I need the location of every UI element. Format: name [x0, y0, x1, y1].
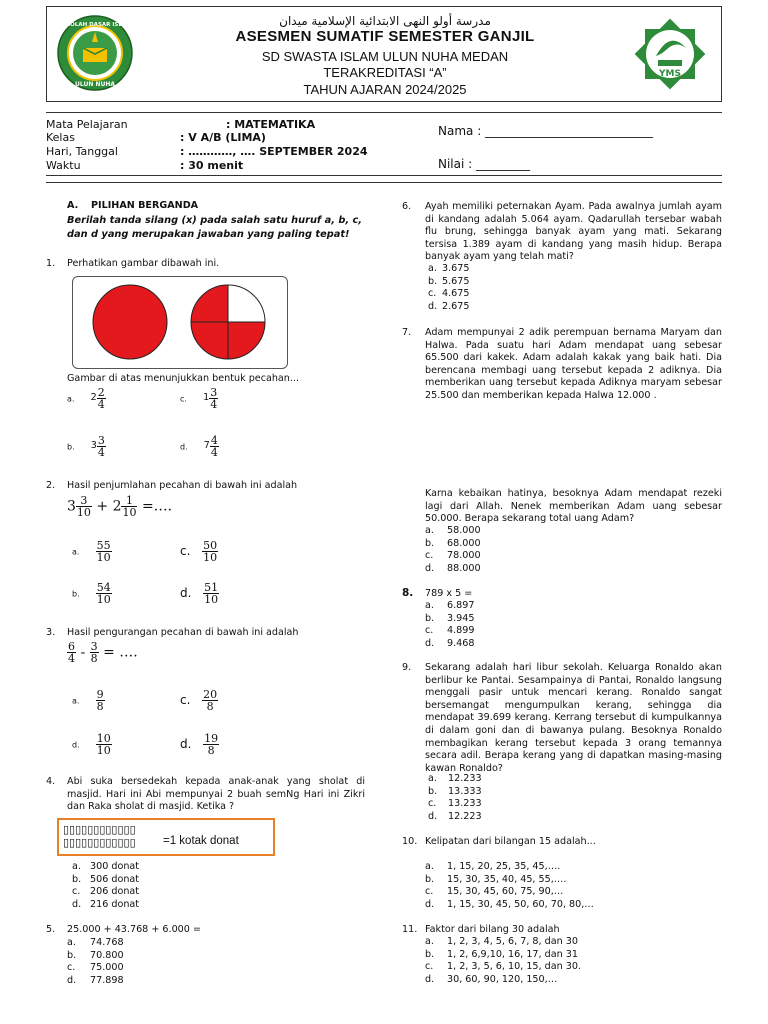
- numerator: 3: [97, 434, 105, 447]
- option-text: 1, 2, 3, 4, 5, 6, 7, 8, dan 30: [447, 936, 578, 947]
- option-label: b.: [428, 275, 438, 287]
- q11-text: Faktor dari bilang 30 adalah: [425, 924, 560, 935]
- option-label: d.: [72, 740, 80, 750]
- q9-option-c[interactable]: [428, 798, 482, 811]
- option-label: b.: [425, 537, 435, 549]
- option-label: d.: [425, 562, 435, 574]
- option-label: c.: [425, 961, 434, 973]
- q9-option-d[interactable]: [428, 811, 482, 824]
- option-label: d.: [180, 737, 192, 751]
- whole-part: 7: [203, 440, 210, 452]
- denominator: 4: [97, 446, 105, 459]
- option-label: d.: [425, 898, 435, 910]
- section-title: PILIHAN BERGANDA: [91, 200, 199, 211]
- whole-part: 3: [67, 498, 76, 515]
- q5-text: 25.000 + 43.768 + 6.000 =: [67, 924, 201, 935]
- q8-text: 789 x 5 =: [425, 588, 473, 599]
- q2-text: Hasil penjumlahan pecahan di bawah ini adalah: [67, 480, 298, 491]
- q9-text: Sekarang adalah hari libur sekolah. Keluarga Ronaldo akan berlibur ke Pantai. Sesampainya di Pantai, Ronaldo langsung menggali pasir untuk mencari kerang. Ronaldo sangat bersemangat mengumpulkan kerang, sehingga dia mendapat 39.699 kerang. Kerrang tersebut di kumpulkannya di dalam goni dan di bawanya pulang. Besoknya Ronaldo membagikan kerang tersebut kepada 3 orang temannya secara adil. Berapa kerang yang di dapatkan masing-masing kawan Ronaldo?: [425, 662, 722, 774]
- denominator: 4: [210, 446, 218, 459]
- whole-part: 3: [90, 440, 97, 452]
- q9-option-a[interactable]: [428, 773, 482, 786]
- q9-number: 9.: [402, 662, 412, 673]
- denominator: 10: [122, 506, 137, 519]
- q8-option-b[interactable]: [425, 613, 474, 626]
- option-text: 77.898: [90, 974, 124, 986]
- denominator: 8: [90, 652, 98, 665]
- option-label: a.: [72, 861, 81, 872]
- option-text: 2.675: [442, 300, 470, 312]
- q5-option-d[interactable]: [67, 975, 124, 988]
- q4-option-c[interactable]: [72, 886, 139, 899]
- denominator: 10: [96, 593, 111, 606]
- q3-option-b[interactable]: [72, 733, 112, 756]
- denominator: 8: [206, 700, 214, 713]
- option-label: c.: [72, 886, 81, 898]
- q10-option-c[interactable]: [425, 886, 594, 899]
- numerator: 54: [96, 581, 111, 594]
- whole-part: 2: [90, 392, 97, 404]
- option-label: d.: [425, 973, 435, 985]
- numerator: 51: [204, 581, 219, 594]
- option-label: b.: [67, 442, 75, 452]
- q6-text: Ayah memiliki peternakan Ayam. Pada awalnya jumlah ayam di kandang adalah 5.064 ayam. Qadarullah tersebar wabah flu brung, sehingga banyak ayam yang mati. Sekarang tersisa 1.389 ayam di kandang yang masih hidup. Berapa banyak ayam yang telah mati?: [425, 201, 722, 263]
- option-text: 1, 15, 30, 45, 50, 60, 70, 80,…: [447, 898, 594, 910]
- option-text: 70.800: [90, 949, 124, 961]
- option-text: 206 donat: [90, 886, 140, 898]
- whole-part: 1: [203, 392, 210, 404]
- q1-option-d[interactable]: [180, 435, 219, 458]
- q1-text: Perhatikan gambar dibawah ini.: [67, 258, 220, 269]
- donut-legend: =1 kotak donat: [163, 835, 239, 847]
- q5-number: 5.: [46, 924, 56, 935]
- q11-number: 11.: [402, 924, 418, 935]
- option-text: 30, 60, 90, 120, 150,…: [447, 973, 558, 985]
- academic-year: TAHUN AJARAN 2024/2025: [303, 82, 467, 97]
- q6-options: [428, 263, 469, 313]
- denominator: 4: [97, 398, 105, 411]
- foundation-logo: [632, 16, 708, 92]
- q7-options: [425, 525, 481, 575]
- denominator: 8: [96, 700, 104, 713]
- numerator: 20: [203, 688, 218, 701]
- q7-option-d[interactable]: [425, 563, 481, 576]
- logo-text: YMS: [659, 69, 681, 79]
- option-label: d.: [428, 300, 438, 312]
- option-text: 15, 30, 45, 60, 75, 90,…: [447, 886, 564, 898]
- option-text: 9.468: [447, 637, 475, 649]
- q4-options: [72, 861, 139, 911]
- numerator: 3: [210, 386, 218, 399]
- q7-option-c[interactable]: [425, 550, 481, 563]
- option-label: a.: [425, 861, 434, 872]
- option-text: 3.945: [447, 612, 475, 624]
- date-label: Hari, Tanggal: [46, 145, 118, 158]
- q3-expression: [67, 641, 138, 664]
- option-label: b.: [425, 873, 435, 885]
- option-label: a.: [428, 263, 437, 274]
- q1-caption: Gambar di atas menunjukkan bentuk pecahan...: [67, 373, 300, 384]
- option-label: d.: [180, 586, 192, 600]
- q10-option-d[interactable]: [425, 899, 594, 912]
- option-text: 13.333: [448, 785, 482, 797]
- q7-option-b[interactable]: [425, 538, 481, 551]
- option-label: a.: [428, 773, 437, 784]
- option-label: c.: [67, 962, 76, 974]
- numerator: 9: [96, 688, 104, 701]
- numerator: 3: [90, 640, 98, 653]
- time-value: : 30 menit: [180, 159, 244, 172]
- arabic-school-name: مدرسة أولو النهى الابتدائية الإسلامية ميدان: [279, 14, 491, 28]
- option-label: c.: [425, 625, 434, 637]
- denominator: 4: [68, 652, 75, 665]
- q11-options: [425, 936, 581, 986]
- option-label: a.: [72, 696, 80, 706]
- denominator: 10: [96, 744, 111, 757]
- option-text: 12.223: [448, 810, 482, 822]
- q1-number: 1.: [46, 258, 56, 269]
- q5-options: [67, 937, 124, 987]
- option-text: 88.000: [447, 562, 481, 574]
- option-label: b.: [428, 785, 438, 797]
- option-text: 1, 2, 6,9,10, 16, 17, dan 31: [447, 948, 578, 960]
- denominator: 10: [204, 593, 219, 606]
- option-text: 4.675: [442, 288, 470, 300]
- whole-part: 2: [112, 498, 122, 515]
- option-text: 300 donat: [90, 861, 140, 872]
- option-text: 78.000: [447, 550, 481, 562]
- option-text: 3.675: [442, 263, 470, 274]
- option-text: 74.768: [90, 937, 124, 948]
- q10-number: 10.: [402, 836, 418, 847]
- quarters-circle: [191, 285, 265, 359]
- denominator: 10: [76, 506, 91, 519]
- operator: -: [80, 644, 86, 661]
- q6-option-c[interactable]: [428, 288, 469, 301]
- option-label: a.: [67, 937, 76, 948]
- q5-option-a[interactable]: [67, 937, 124, 950]
- class-value: : V A/B (LIMA): [180, 131, 266, 144]
- q5-option-c[interactable]: [67, 962, 124, 975]
- q10-options: [425, 861, 594, 911]
- name-field[interactable]: Nama : ____________________________: [438, 124, 654, 138]
- q4-number: 4.: [46, 776, 56, 787]
- option-text: 68.000: [447, 537, 481, 549]
- option-label: c.: [425, 550, 434, 562]
- q1-option-b[interactable]: [67, 435, 106, 458]
- header-divider: [46, 112, 722, 113]
- option-text: 506 donat: [90, 873, 140, 885]
- q11-option-a[interactable]: [425, 936, 581, 949]
- numerator: 2: [97, 386, 105, 399]
- numerator: 55: [96, 539, 111, 552]
- q6-number: 6.: [402, 201, 412, 212]
- option-label: c.: [425, 886, 434, 898]
- equals-blank: =….: [141, 498, 173, 515]
- option-label: b.: [425, 612, 435, 624]
- option-label: a.: [67, 394, 75, 404]
- whole-circle: [93, 285, 167, 359]
- q6-option-a[interactable]: [428, 263, 469, 276]
- option-text: 1, 2, 3, 5, 6, 10, 15, dan 30.: [447, 961, 581, 973]
- option-text: 5.675: [442, 275, 470, 287]
- q2-option-a[interactable]: [72, 540, 112, 563]
- option-text: 13.233: [448, 798, 482, 810]
- q9-options: [428, 773, 482, 823]
- option-label: b.: [67, 949, 77, 961]
- option-label: b.: [425, 948, 435, 960]
- q7-text: Adam mempunyai 2 adik perempuan bernama Maryam dan Halwa. Pada suatu hari Adam mendapat uang sebesar 65.500 dari kakek. Adam adalah kakak yang baik hati. Dia berencana membagi uang tersebut kepada 2 adiknya. Dia memberikan uang tersebut kepada Adiknya maryam sebesar 25.500 dan memberikan kepada Halwa 12.000 .: [425, 327, 722, 401]
- logo-text-bottom: ULUN NUHA: [74, 81, 116, 88]
- instruction: Berilah tanda silang (x) pada salah satu huruf a, b, c, dan d yang merupakan jawaban yang paling tepat!: [67, 215, 363, 240]
- q8-option-a[interactable]: [425, 600, 474, 613]
- info-divider-2: [46, 182, 722, 183]
- exam-title: ASESMEN SUMATIF SEMESTER GANJIL: [235, 28, 535, 45]
- q4-option-d[interactable]: [72, 899, 139, 912]
- option-label: a.: [425, 936, 434, 947]
- denominator: 4: [210, 398, 218, 411]
- option-text: 216 donat: [90, 898, 140, 910]
- q8-option-c[interactable]: [425, 625, 474, 638]
- option-label: d.: [428, 810, 438, 822]
- numerator: 50: [203, 539, 218, 552]
- subject-label: Mata Pelajaran: [46, 118, 128, 131]
- q11-option-b[interactable]: [425, 949, 581, 962]
- time-label: Waktu: [46, 159, 81, 172]
- option-text: 6.897: [447, 600, 475, 611]
- q9-option-b[interactable]: [428, 786, 482, 799]
- q3-text: Hasil pengurangan pecahan di bawah ini adalah: [67, 627, 299, 638]
- q4-donut-box: [57, 818, 275, 856]
- date-value: : …………, …. SEPTEMBER 2024: [180, 145, 368, 158]
- option-label: a.: [72, 547, 80, 557]
- info-divider-1: [46, 175, 722, 176]
- option-label: b.: [72, 589, 80, 599]
- denominator: 8: [207, 744, 215, 757]
- option-label: d.: [67, 974, 77, 986]
- q3-option-a[interactable]: [72, 689, 105, 712]
- school-logo: [56, 14, 134, 92]
- q10-text: Kelipatan dari bilangan 15 adalah...: [425, 836, 596, 847]
- denominator: 10: [96, 551, 111, 564]
- operator: +: [96, 498, 109, 515]
- q11-option-c[interactable]: [425, 961, 581, 974]
- option-text: 1, 15, 20, 25, 35, 45,….: [447, 861, 561, 872]
- q5-option-b[interactable]: [67, 950, 124, 963]
- option-label: b.: [72, 873, 82, 885]
- option-text: 58.000: [447, 525, 481, 536]
- q6-option-b[interactable]: [428, 276, 469, 289]
- q2-number: 2.: [46, 480, 56, 491]
- numerator: 6: [68, 640, 75, 653]
- q1-figure-box: [72, 276, 288, 369]
- denominator: 10: [203, 551, 218, 564]
- numerator: 4: [210, 434, 218, 447]
- q2-option-b[interactable]: [72, 582, 112, 605]
- numerator: 3: [76, 495, 92, 507]
- option-label: d.: [72, 898, 82, 910]
- q2-option-c[interactable]: [180, 540, 218, 563]
- option-label: c.: [428, 798, 437, 810]
- q6-option-d[interactable]: [428, 301, 469, 314]
- q10-option-b[interactable]: [425, 874, 594, 887]
- option-label: d.: [180, 442, 188, 452]
- option-label: c.: [428, 288, 437, 300]
- option-text: 4.899: [447, 625, 475, 637]
- q8-number: 8.: [402, 587, 414, 599]
- option-label: c.: [180, 394, 187, 404]
- q2-expression: [67, 495, 172, 518]
- numerator: 19: [204, 732, 219, 745]
- q4-option-a[interactable]: [72, 861, 139, 874]
- q7-option-a[interactable]: [425, 525, 481, 538]
- q3-option-d[interactable]: [180, 733, 219, 756]
- donut-row-2: ▯▯▯▯▯▯▯▯▯▯▯▯: [63, 836, 136, 849]
- q1-option-a[interactable]: [67, 387, 106, 410]
- score-field[interactable]: Nilai : _________: [438, 157, 531, 171]
- q1-option-c[interactable]: [180, 387, 218, 410]
- section-letter: A.: [67, 200, 79, 211]
- numerator: 1: [121, 495, 137, 507]
- option-label: a.: [425, 600, 434, 611]
- option-label: a.: [425, 525, 434, 536]
- donut-row-1: ▯▯▯▯▯▯▯▯▯▯▯▯: [63, 823, 136, 836]
- option-text: 15, 30, 35, 40, 45, 55,….: [447, 873, 567, 885]
- q2-option-d[interactable]: [180, 582, 219, 605]
- q7-text-continued: Karna kebaikan hatinya, besoknya Adam mendapat rezeki lagi dari Allah. Nenek memberikan Adam uang sebesar 50.000. Berapa sekarang total uang Adam?: [425, 488, 722, 525]
- q3-number: 3.: [46, 627, 56, 638]
- numerator: 10: [96, 732, 111, 745]
- option-label: d.: [425, 637, 435, 649]
- equals-blank: = ….: [103, 644, 138, 661]
- logo-text-top: SEKOLAH DASAR ISLAM: [58, 22, 132, 28]
- class-label: Kelas: [46, 131, 75, 144]
- q8-option-d[interactable]: [425, 638, 474, 651]
- option-label: c.: [180, 544, 191, 558]
- q4-text: Abi suka bersedekah kepada anak-anak yang sholat di masjid. Hari ini Abi mempunyai 2 buah semNg Hari ini Zikri dan Raka sholat di masjid. Ketika ?: [67, 776, 365, 813]
- q8-options: [425, 600, 474, 650]
- option-text: 75.000: [90, 962, 124, 974]
- q7-number: 7.: [402, 327, 412, 338]
- accreditation: TERAKREDITASI “A”: [323, 65, 447, 80]
- q1-fraction-figure: [73, 277, 287, 368]
- option-text: 12.233: [448, 773, 482, 784]
- subject-value: : MATEMATIKA: [226, 118, 316, 131]
- q4-option-b[interactable]: [72, 874, 139, 887]
- q10-option-a[interactable]: [425, 861, 594, 874]
- q3-option-c[interactable]: [180, 689, 218, 712]
- school-name: SD SWASTA ISLAM ULUN NUHA MEDAN: [261, 49, 509, 64]
- option-label: c.: [180, 693, 191, 707]
- q11-option-d[interactable]: [425, 974, 581, 987]
